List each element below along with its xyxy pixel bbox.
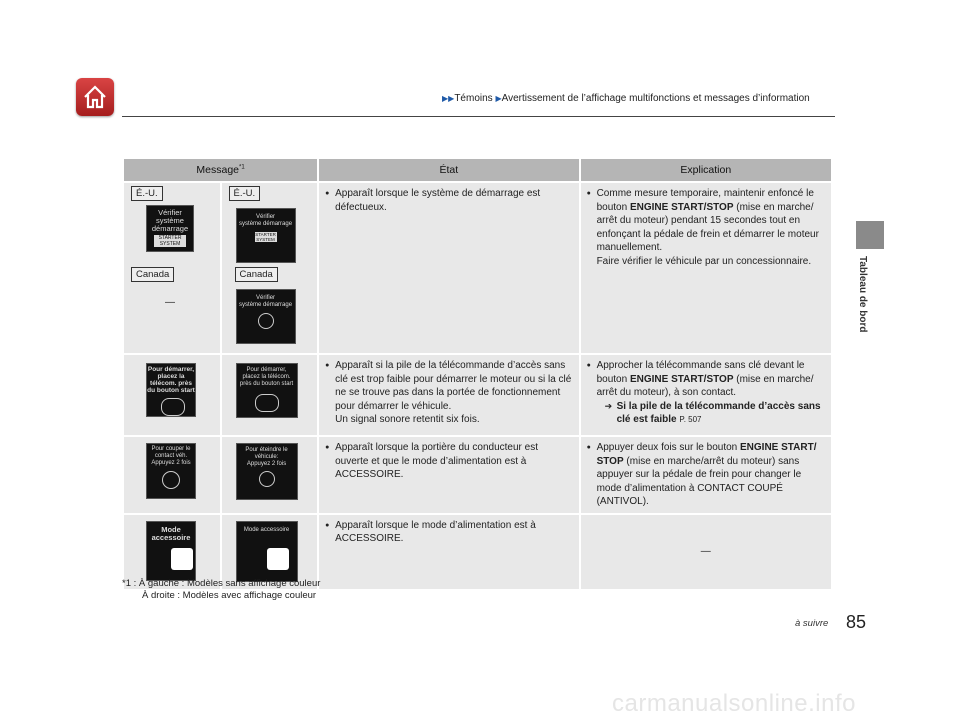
screen-text: Pour éteindre le véhicule: Appuyez 2 fois [245,447,288,467]
breadcrumb: ▶▶Témoins ▶Avertissement de l’affichage multifonctions et messages d’information [442,93,810,104]
etat-text: ● Apparaît si la pile de la télécommande d’accès sans clé est trop faible pour démarrer le moteur ou si la clé ne se trouve pas dans la portée de fonctionnement pour démarrer le véhicule. Un signal sonore retentit six fois. [325,359,572,427]
col-etat-header: État [319,159,578,181]
footnote [122,578,320,602]
etat-text: ● Apparaît lorsque la portière du conducteur est ouverte et que le mode d’alimentation est à ACCESSOIRE. [325,441,572,482]
footnote-line-2: À droite : Modèles avec affichage couleur [142,590,317,601]
screen-text: Vérifier système démarrage [239,214,293,227]
screen-text: Vérifier système démarrage [151,208,189,233]
power-icon [171,548,193,570]
message-image-right [222,183,318,353]
explication-cell [581,183,831,353]
screen-text: Pour couper le contact véh. Appuyez 2 fois [151,446,191,466]
power-icon [267,548,289,570]
warning-icon [258,313,274,329]
region-tag: É.-U. [131,186,163,201]
cross-reference-link[interactable]: ➔ Si la pile de la télécommande d’accès sans clé est faible P. 507 [604,400,821,425]
explication-text: ● Appuyer deux fois sur le bouton ENGINE START/ STOP (mise en marche/arrêt du moteur) sans appuyer sur la pédale de frein pour changer le mode d’alimentation à CONTACT COUPÉ (ANTIVOL). [587,441,825,509]
message-table [122,157,833,591]
explication-text: ● Comme mesure temporaire, maintenir enfoncé le bouton ENGINE START/STOP (mise en marche/ arrêt du moteur) pendant 15 secondes tout en enfonçant la pédale de frein et démarrer le moteur manuellement. Faire vérifier le véhicule par un concessionnaire. [587,187,825,268]
explication-text: ● Approcher la télécommande sans clé devant le bouton ENGINE START/STOP (mise en marche/ arrêt du moteur), à son contact. [587,359,825,400]
message-screen [236,521,298,582]
continue-label: à suivre [795,618,829,629]
breadcrumb-item-2[interactable]: Avertissement de l’affichage multifonctions et messages d’information [501,93,810,104]
section-tab[interactable] [856,221,884,249]
footnote-line-1: *1 : À gauche : Modèles sans affichage couleur [122,578,321,589]
starter-badge: STARTER SYSTEM [255,232,276,242]
table-row [124,355,831,435]
starter-badge: STARTER SYSTEM [154,235,186,247]
no-message-dash: — [165,297,175,308]
watermark: carmanualsonline.info [612,690,856,717]
message-screen [236,363,298,418]
message-image-right [222,437,318,513]
message-image-left [124,437,220,513]
col-expl-header: Explication [581,159,831,181]
key-fob-icon [255,394,279,412]
screen-text: Vérifier système démarrage [239,295,293,308]
power-button-icon [259,471,275,487]
etat-cell [319,355,578,435]
table-row [124,183,831,353]
message-screen [146,205,194,252]
message-screen [146,443,196,499]
section-label: Tableau de bord [857,256,868,333]
message-image-left [124,355,220,435]
region-tag: É.-U. [229,186,261,201]
screen-text: Mode accessoire [151,524,191,542]
etat-text: ● Apparaît lorsque le mode d’alimentation est à ACCESSOIRE. [325,519,572,546]
message-image-right [222,355,318,435]
explication-cell [581,515,831,589]
message-screen [146,363,196,417]
home-icon [82,84,108,110]
message-screen [236,208,296,263]
screen-text: Pour démarrer, placez la télécom. près du bouton start [239,367,294,387]
etat-text: ● Apparaît lorsque le système de démarrage est défectueux. [325,187,572,214]
explication-cell [581,355,831,435]
message-screen [236,443,298,500]
screen-text: Pour démarrer, placez la télécom. près du bouton start [147,366,195,394]
page-number: 85 [846,612,867,632]
breadcrumb-item-1[interactable]: Témoins [454,93,493,104]
key-fob-icon [161,398,185,416]
message-screen [236,289,296,344]
etat-cell [319,515,578,589]
table-row [124,437,831,513]
region-tag: Canada [235,267,278,282]
explication-cell [581,437,831,513]
reference-icon: ➔ [604,400,613,411]
message-image-left [124,183,220,353]
message-screen [146,521,196,581]
home-button[interactable] [76,78,114,116]
header-rule [122,116,835,117]
power-button-icon [162,471,180,489]
etat-cell [319,183,578,353]
no-explication-dash: — [700,545,711,557]
screen-text: Mode accessoire [243,526,290,533]
region-tag: Canada [131,267,174,282]
etat-cell [319,437,578,513]
col-message-header: Message$^{*1}$ [124,159,317,181]
table-header [124,159,831,181]
